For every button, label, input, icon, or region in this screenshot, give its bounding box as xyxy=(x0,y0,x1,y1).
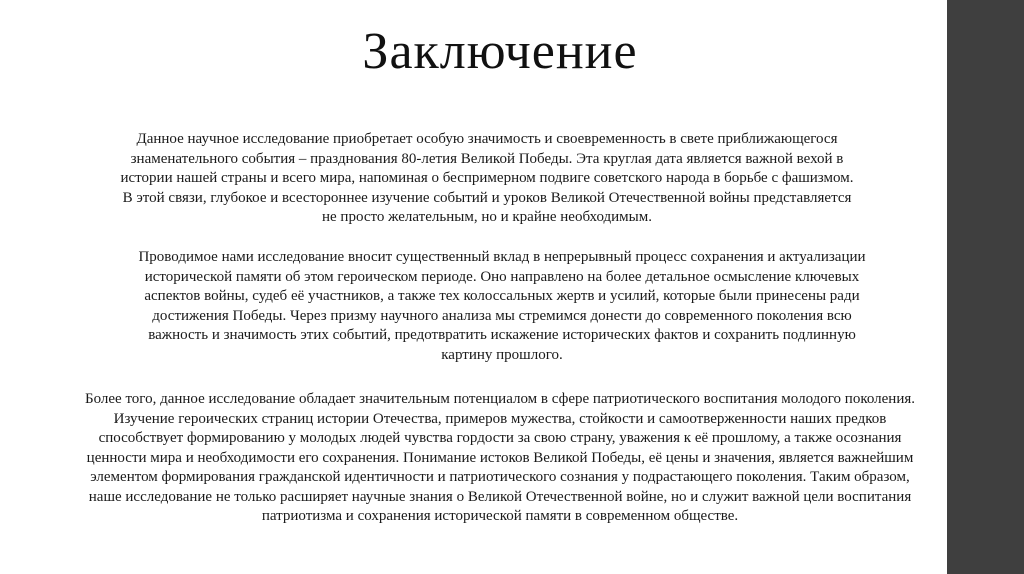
paragraph-historical-memory: Проводимое нами исследование вносит существенный вклад в непрерывный процесс сохранения и актуализации исторической памяти об этом героическом периоде. Оно направлено на более детальное осмысление ключевых аспектов войны, судеб её участников, а также тех колоссальных жертв и усилий, которые были принесены ради достижения Победы. Через призму научного анализа мы стремимся донести до современного поколения всю важность и значимость этих событий, предотвратить искажение исторических фактов и сохранить подлинную картину прошлого. xyxy=(138,249,866,363)
paragraph-significance: Данное научное исследование приобретает особую значимость и своевременность в свете приближающегося знаменательного события – празднования 80-летия Великой Победы. Эта круглая дата является важной вехой в истории нашей страны и всего мира, напоминая о беспримерном подвиге советского народа в борьбе с фашизмом. В этой связи, глубокое и всестороннее изучение событий и уроков Великой Отечественной войны представляется не просто желательным, но и крайне необходимым. xyxy=(120,131,854,225)
paragraph-patriotic-education: Более того, данное исследование обладает значительным потенциалом в сфере патриотического воспитания молодого поколения. Изучение героических страниц истории Отечества, примеров мужества, стойкости и самоотверженности наших предков способствует формированию у молодых людей чувства гордости за свою страну, уважения к её прошлому, а также осознания ценности мира и необходимости его сохранения. Понимание истоков Великой Победы, её цены и значения, является важнейшим элементом формирования гражданской идентичности и патриотического сознания у подрастающего поколения. Таким образом, наше исследование не только расширяет научные знания о Великой Отечественной войне, но и служит важной цели воспитания патриотизма и сохранения исторической памяти в современном обществе. xyxy=(84,391,915,524)
side-strip xyxy=(947,0,1024,574)
slide-title: Заключение xyxy=(362,23,638,80)
